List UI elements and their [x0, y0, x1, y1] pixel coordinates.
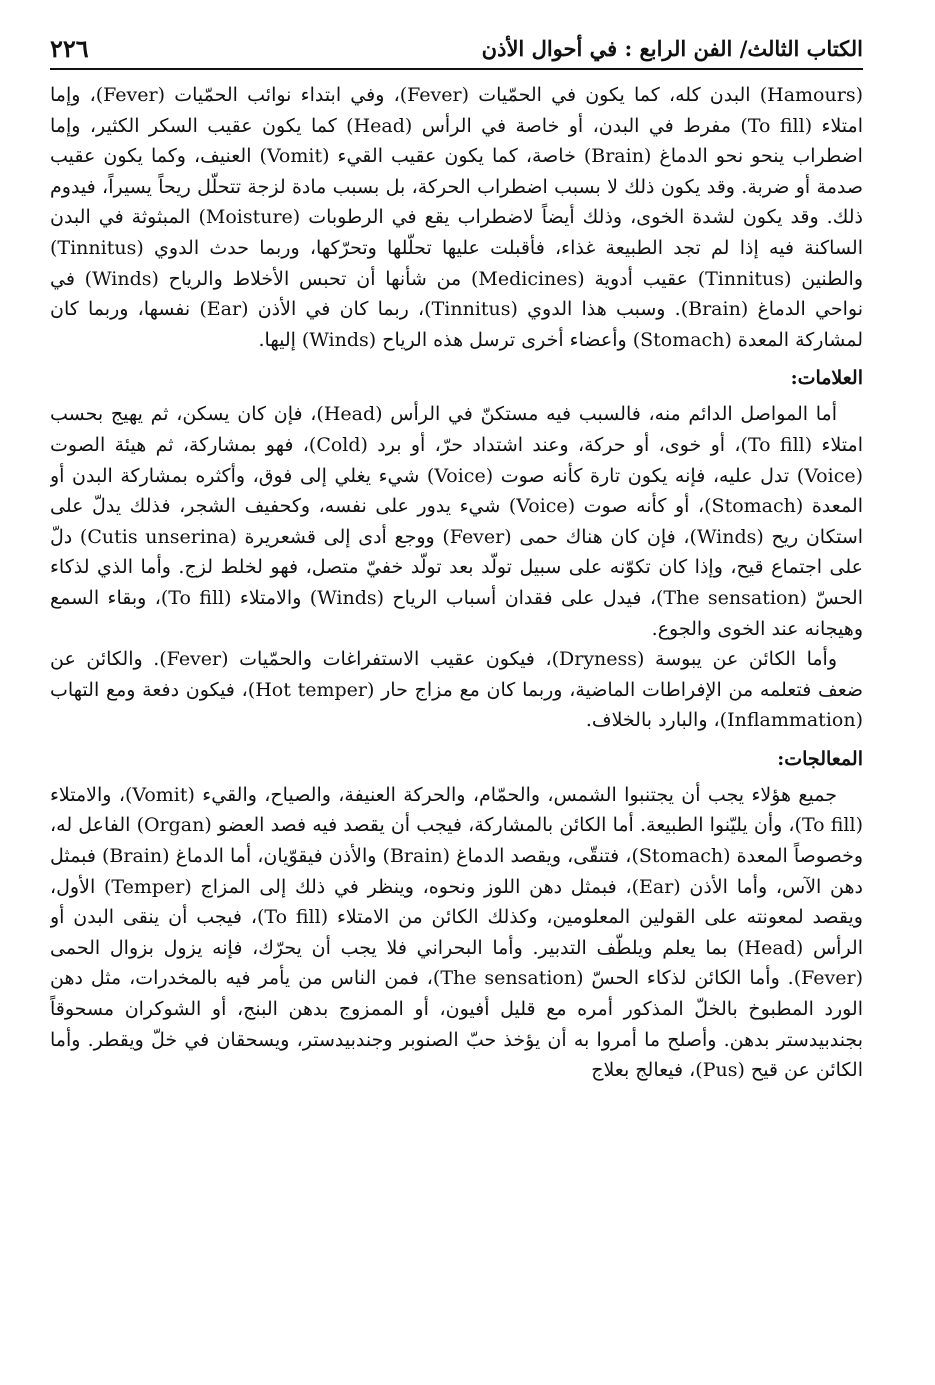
page-header	[50, 28, 863, 68]
section-heading-treatments: المعالجات:	[777, 747, 863, 770]
header-rule	[50, 68, 863, 70]
section-heading-signs: العلامات:	[790, 367, 863, 390]
paragraph: وأما الكائن عن يبوسة (Dryness)، فيكون عقيب الاستفراغات والحمّيات (Fever). والكائن عن ضعف فتعلمه من الإفراطات الماضية، وربما كان مع مزاج حار (Hot temper)، فيكون دفعة ومع التهاب (Inflammation)، والبارد بالخلاف.	[50, 648, 863, 732]
page-body	[50, 80, 863, 1367]
paragraph: (Hamours) البدن كله، كما يكون في الحمّيات (Fever)، وفي ابتداء نوائب الحمّيات (Fever)، وإما امتلاء (To fill) مفرط في البدن، أو خاصة في الرأس (Head) كما يكون عقيب السكر الكثير، وإما اضطراب ينحو نحو الدماغ (Brain) خاصة، كما يكون عقيب القيء (Vomit) العنيف، وكما يكون عقيب صدمة أو ضربة. وقد يكون ذلك لا بسبب اضطراب الحركة، بل بسبب مادة لزجة تتحلّل ريحاً يسيراً، فيدوم ذلك. وقد يكون لشدة الخوى، وذلك أيضاً لاضطراب يقع في الرطوبات (Moisture) المبثوثة في البدن الساكنة فيه إذا لم تجد الطبيعة غذاء، فأقبلت عليها تحلّلها وتحرّكها، وربما حدث الدوي (Tinnitus) والطنين (Tinnitus) عقيب أدوية (Medicines) من شأنها أن تحبس الأخلاط والرياح (Winds) في نواحي الدماغ (Brain). وسبب هذا الدوي (Tinnitus)، ربما كان في الأذن (Ear) نفسها، وربما كان لمشاركة المعدة (Stomach) وأعضاء أخرى ترسل هذه الرياح (Winds) إليها.	[50, 84, 863, 351]
paragraph: أما المواصل الدائم منه، فالسبب فيه مستكنّ في الرأس (Head)، فإن كان يسكن، ثم يهيج بحسب امتلاء (To fill)، أو خوى، أو حركة، وعند اشتداد حرّ، أو برد (Cold)، فهو بمشاركة، ثم هيئة الصوت (Voice) تدل عليه، فإنه يكون تارة كأنه صوت (Voice) شيء يغلي إلى فوق، وأكثره بمشاركة البدن أو المعدة (Stomach)، أو كأنه صوت (Voice) شيء يدور على نفسه، وكحفيف الشجر، فذلك يدلّ على استكان ريح (Winds)، فإن كان هناك حمى (Fever) ووجع أدى إلى قشعريرة (Cutis unserina) دلّ على اجتماع قيح، وإذا كان تكوّنه على سبيل تولّد بعد تولّد خفيّ متصل، فهو لخلط لزج. وأما الذي لذكاء الحسّ (The sensation)، فيدل على فقدان أسباب الرياح (Winds) والامتلاء (To fill)، وبقاء السمع وهيجانه عند الخوى والجوع.	[50, 403, 863, 640]
paragraph: جميع هؤلاء يجب أن يجتنبوا الشمس، والحمّام، والحركة العنيفة، والصياح، والقيء (Vomit)، والامتلاء (To fill)، وأن يليّنوا الطبيعة. أما الكائن بالمشاركة، فيجب أن يقصد فيه فصد العضو (Organ) الفاعل له، وخصوصاً المعدة (Stomach)، فتنقّى، ويقصد الدماغ (Brain) والأذن فيقوّيان، أما الدماغ (Brain) فبمثل دهن الآس، وأما الأذن (Ear)، فبمثل دهن اللوز ونحوه، وينظر في ذلك إلى المزاج (Temper) الأول، ويقصد لمعونته على القولين المعلومين، وكذلك الكائن من الامتلاء (To fill)، فيجب أن ينقى البدن أو الرأس (Head) بما يعلم ويلطّف التدبير. وأما البحراني فلا يجب أن يحرّك، فإنه يزول بزوال الحمى (Fever). وأما الكائن لذكاء الحسّ (The sensation)، فمن الناس من يأمر فيه بالمخدرات، مثل دهن الورد المطبوخ بالخلّ المذكور أمره مع قليل أفيون، أو الممزوج بدهن البنج، أو الشوكران مسحوقاً بجندبيدستر بدهن. وأصلح ما أمروا به أن يؤخذ حبّ الصنوبر وجندبيدستر، ويسحقان في خلّ ويقطر. وأما الكائن عن قيح (Pus)، فيعالج بعلاج	[50, 783, 863, 1082]
running-title: الكتاب الثالث/ الفن الرابع : في أحوال الأذن	[481, 35, 863, 61]
page-number: ٢٢٦	[50, 33, 89, 63]
